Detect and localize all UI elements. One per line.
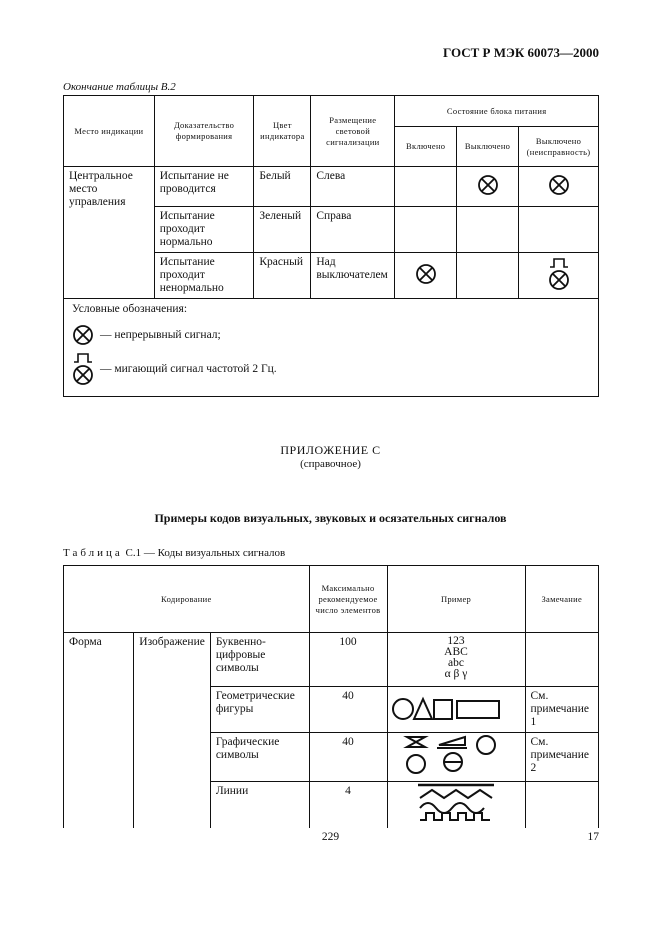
header-on: Включено (395, 127, 457, 167)
state-on-cell (395, 253, 457, 299)
steady-signal-icon (548, 174, 570, 196)
example-graphic (387, 733, 525, 782)
table-c1 (63, 565, 599, 828)
example-line: 123 (447, 635, 465, 647)
max-cell: 4 (309, 782, 387, 829)
proof-cell: Испытание не проводится (154, 167, 254, 207)
geometric-shapes-icon (391, 694, 521, 722)
kind-cell: Буквенно-цифровые символы (210, 633, 309, 687)
header-off-fault: Выключено (неисправность) (519, 127, 599, 167)
proof-cell: Испытание проходит нормально (154, 207, 254, 253)
caption-rest: С.1 — Коды визуальных сигналов (122, 547, 286, 559)
steady-signal-icon (72, 324, 94, 346)
header-placement: Размещение световой сигнализации (311, 96, 395, 167)
flashing-signal-icon (548, 257, 570, 291)
legend-steady-text: — непрерывный сигнал; (100, 328, 221, 341)
steady-signal-icon (477, 174, 499, 196)
header-off: Выключено (457, 127, 519, 167)
placement-cell: Слева (311, 167, 395, 207)
max-cell: 40 (309, 687, 387, 733)
color-cell: Красный (254, 253, 311, 299)
header-state: Состояние блока питания (395, 96, 599, 127)
state-off-fault-cell (519, 167, 599, 207)
kind-cell: Геометрические фигуры (210, 687, 309, 733)
state-off-fault-cell (519, 207, 599, 253)
max-cell: 100 (309, 633, 387, 687)
legend (64, 299, 599, 397)
line-patterns-icon (416, 782, 496, 824)
note-cell: См. примечание 2 (525, 733, 598, 782)
example-alnum (387, 633, 525, 687)
legend-flashing-text: — мигающий сигнал частотой 2 Гц. (100, 362, 277, 375)
placement-cell: Над выключателем (311, 253, 395, 299)
header-coding: Кодирование (64, 566, 310, 633)
state-off-cell (457, 167, 519, 207)
caption-prefix: Таблица (63, 547, 123, 559)
graphic-symbols-icon (401, 733, 511, 777)
state-on-cell (395, 167, 457, 207)
page-number-center: 229 (321, 831, 340, 843)
document-header: ГОСТ Р МЭК 60073—2000 (443, 45, 599, 60)
appendix-kind: (справочное) (300, 458, 361, 470)
color-cell: Белый (254, 167, 311, 207)
placement-cell: Справа (311, 207, 395, 253)
header-note: Замечание (525, 566, 598, 633)
header-color: Цвет индикатора (254, 96, 311, 167)
proof-cell: Испытание проходит ненормально (154, 253, 254, 299)
form-cell: Форма (64, 633, 134, 829)
header-proof: Доказательство формирования (154, 96, 254, 167)
example-line: ABC (444, 646, 468, 658)
state-off-fault-cell (519, 253, 599, 299)
state-off-cell (457, 253, 519, 299)
note-cell (525, 633, 598, 687)
state-off-cell (457, 207, 519, 253)
kind-cell: Графические символы (210, 733, 309, 782)
header-example: Пример (387, 566, 525, 633)
note-cell: См. примечание 1 (525, 687, 598, 733)
example-lines (387, 782, 525, 829)
color-cell: Зеленый (254, 207, 311, 253)
appendix-label: ПРИЛОЖЕНИЕ С (280, 443, 381, 457)
example-line: α β γ (444, 668, 468, 680)
example-geometric (387, 687, 525, 733)
flashing-signal-icon (72, 352, 94, 386)
legend-title: Условные обозначения: (72, 303, 188, 315)
max-cell: 40 (309, 733, 387, 782)
table-b2 (63, 95, 599, 397)
kind-cell: Линии (210, 782, 309, 829)
note-cell (525, 782, 598, 829)
image-cell: Изображение (134, 633, 211, 829)
state-on-cell (395, 207, 457, 253)
steady-signal-icon (415, 263, 437, 285)
example-line: abc (448, 657, 464, 669)
table-continuation-label: Окончание таблицы В.2 (63, 81, 176, 93)
appendix-title: Примеры кодов визуальных, звуковых и осязательных сигналов (154, 511, 507, 525)
table-c1-caption (63, 547, 285, 559)
header-place: Место индикации (64, 96, 155, 167)
page-number-right: 17 (587, 831, 599, 843)
header-max: Максимально рекомендуемое число элементов (309, 566, 387, 633)
place-cell: Центральное место управления (64, 167, 155, 299)
